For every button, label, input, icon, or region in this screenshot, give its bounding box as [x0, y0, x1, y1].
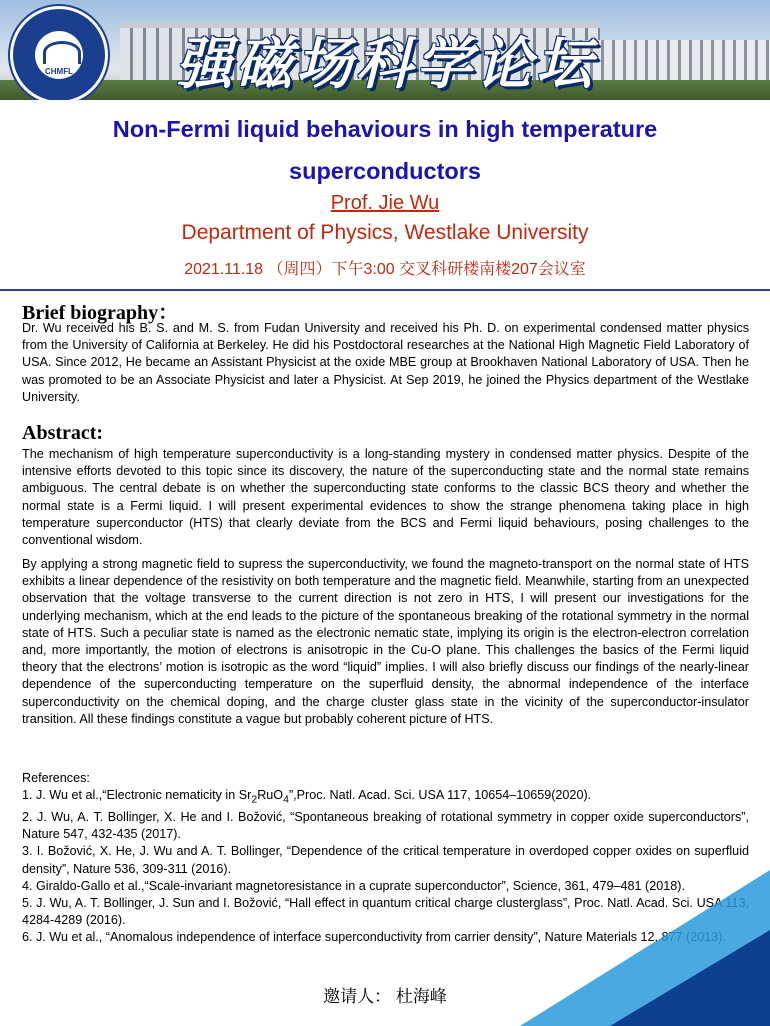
reference-5: 5. J. Wu, A. T. Bollinger, J. Sun and I. Božović, “Hall effect in quantum critical charge clusterglass”, Proc. Natl. Acad. Sci. USA 113, 4284-4289 (2016).	[22, 895, 749, 928]
abstract-paragraph-2: By applying a strong magnetic field to supress the superconductivity, we found the magneto-transport on the normal state of HTS exhibits a linear dependence of the resistivity on both temperature and the magnetic field. Meanwhile, starting from an unexpected observation that the voltage transverse to the current direction is not zero in HTS, I will present our investigations for the underlying mechanism, which at the end leads to the picture of the spontaneous breaking of the rotational symmetry in the normal state of HTS. Such a peculiar state is named as the electronic nematic state, implying its origin is the electron-electron correlation and, more importantly, the motion of electrons is anisotropic in the Cu-O plane. This challenges the basics of the Fermi liquid theory that the electrons’ motion is isotropic as the word “liquid” implies. I will also briefly discuss our findings of the nearly-linear dependence of the superconducting temperature on the superfluid density, the abnormal independence of the interface superconductivity on the chemical doping, and the charge cluster glass state in the vicinity of the superconductor-insulator transition. All these findings constitute a vague but probably coherent picture of HTS.	[22, 557, 749, 726]
reference-4: 4. Giraldo-Gallo et al.,“Scale-invariant magnetoresistance in a cuprate superconductor”, Science, 361, 479–481 (2018).	[22, 878, 685, 893]
time-and-venue: 2021.11.18 （周四）下午3:00 交叉科研楼南楼207会议室	[184, 261, 586, 278]
forum-title: 强磁场科学论坛	[176, 31, 596, 97]
references-heading: References:	[22, 771, 90, 785]
section-divider	[0, 289, 770, 291]
speaker-name: Prof. Jie Wu	[330, 192, 440, 214]
abstract-heading: Abstract:	[22, 422, 104, 444]
logo-emblem	[35, 31, 83, 79]
inviter-line: 邀请人： 杜海峰	[323, 987, 447, 1006]
header-banner	[0, 0, 770, 100]
reference-1: 1. J. Wu et al.,“Electronic nematicity in $Sr_2RuO_4”,Proc$. Natl. Acad. Sci. USA 117, 10654–10659(2020).	[22, 788, 592, 806]
corner-decoration-dark	[610, 930, 770, 1026]
reference-3: 3. I. Božović, X. He, J. Wu and A. T. Bollinger, “Dependence of the critical temperature in overdoped copper oxides on superfluid density”, Nature 536, 309-311 (2016).	[22, 844, 749, 876]
logo-abbr: CHMFL	[45, 67, 73, 76]
reference-2: 2. J. Wu, A. T. Bollinger, X. He and I. Božović, “Spontaneous breaking of rotational symmetry in copper oxide superconductors”, Nature 547, 432-435 (2017).	[22, 809, 749, 842]
speaker-affiliation: Department of Physics, Westlake University	[181, 221, 589, 244]
biography-heading: Brief biography：	[22, 302, 179, 324]
abstract-paragraph-1: The mechanism of high temperature superconductivity is a long-standing mystery in condensed matter physics. Despite of the intensive efforts devoted to this topic since its discovery, the nature of the superconducting state and the normal state remains ambiguous. The central debate is on whether the superconducting state conforms to the classic BCS theory and whether the normal state is a Fermi liquid. I will present experimental evidences to show the strange phenomena taking place in high temperature superconductor (HTS) that clearly deviate from the BCS and Fermi liquid behaviours, posing challenges to the conventional wisdom.	[22, 447, 749, 548]
talk-title: Non-Fermi liquid behaviours in high temperature superconductors	[112, 116, 658, 184]
biography-text: Dr. Wu received his B. S. and M. S. from Fudan University and received his Ph. D. on experimental condensed matter physics from the University of California at Berkeley. He did his Postdoctoral researches at the National High Magnetic Field Laboratory of USA. Since 2012, He became an Assistant Physicist at the oxide MBE group at Brookhaven National Laboratory of USA. Then he was promoted to be an Associate Physicist and later a Physicist. At Sep 2019, he joined the Physics department of the Westlake University.	[22, 321, 749, 404]
reference-6: 6. J. Wu et al., “Anomalous independence of interface superconductivity from carrier density”, Nature Materials 12, 877 (2013).	[22, 930, 726, 945]
chmfl-logo-icon	[10, 6, 108, 100]
